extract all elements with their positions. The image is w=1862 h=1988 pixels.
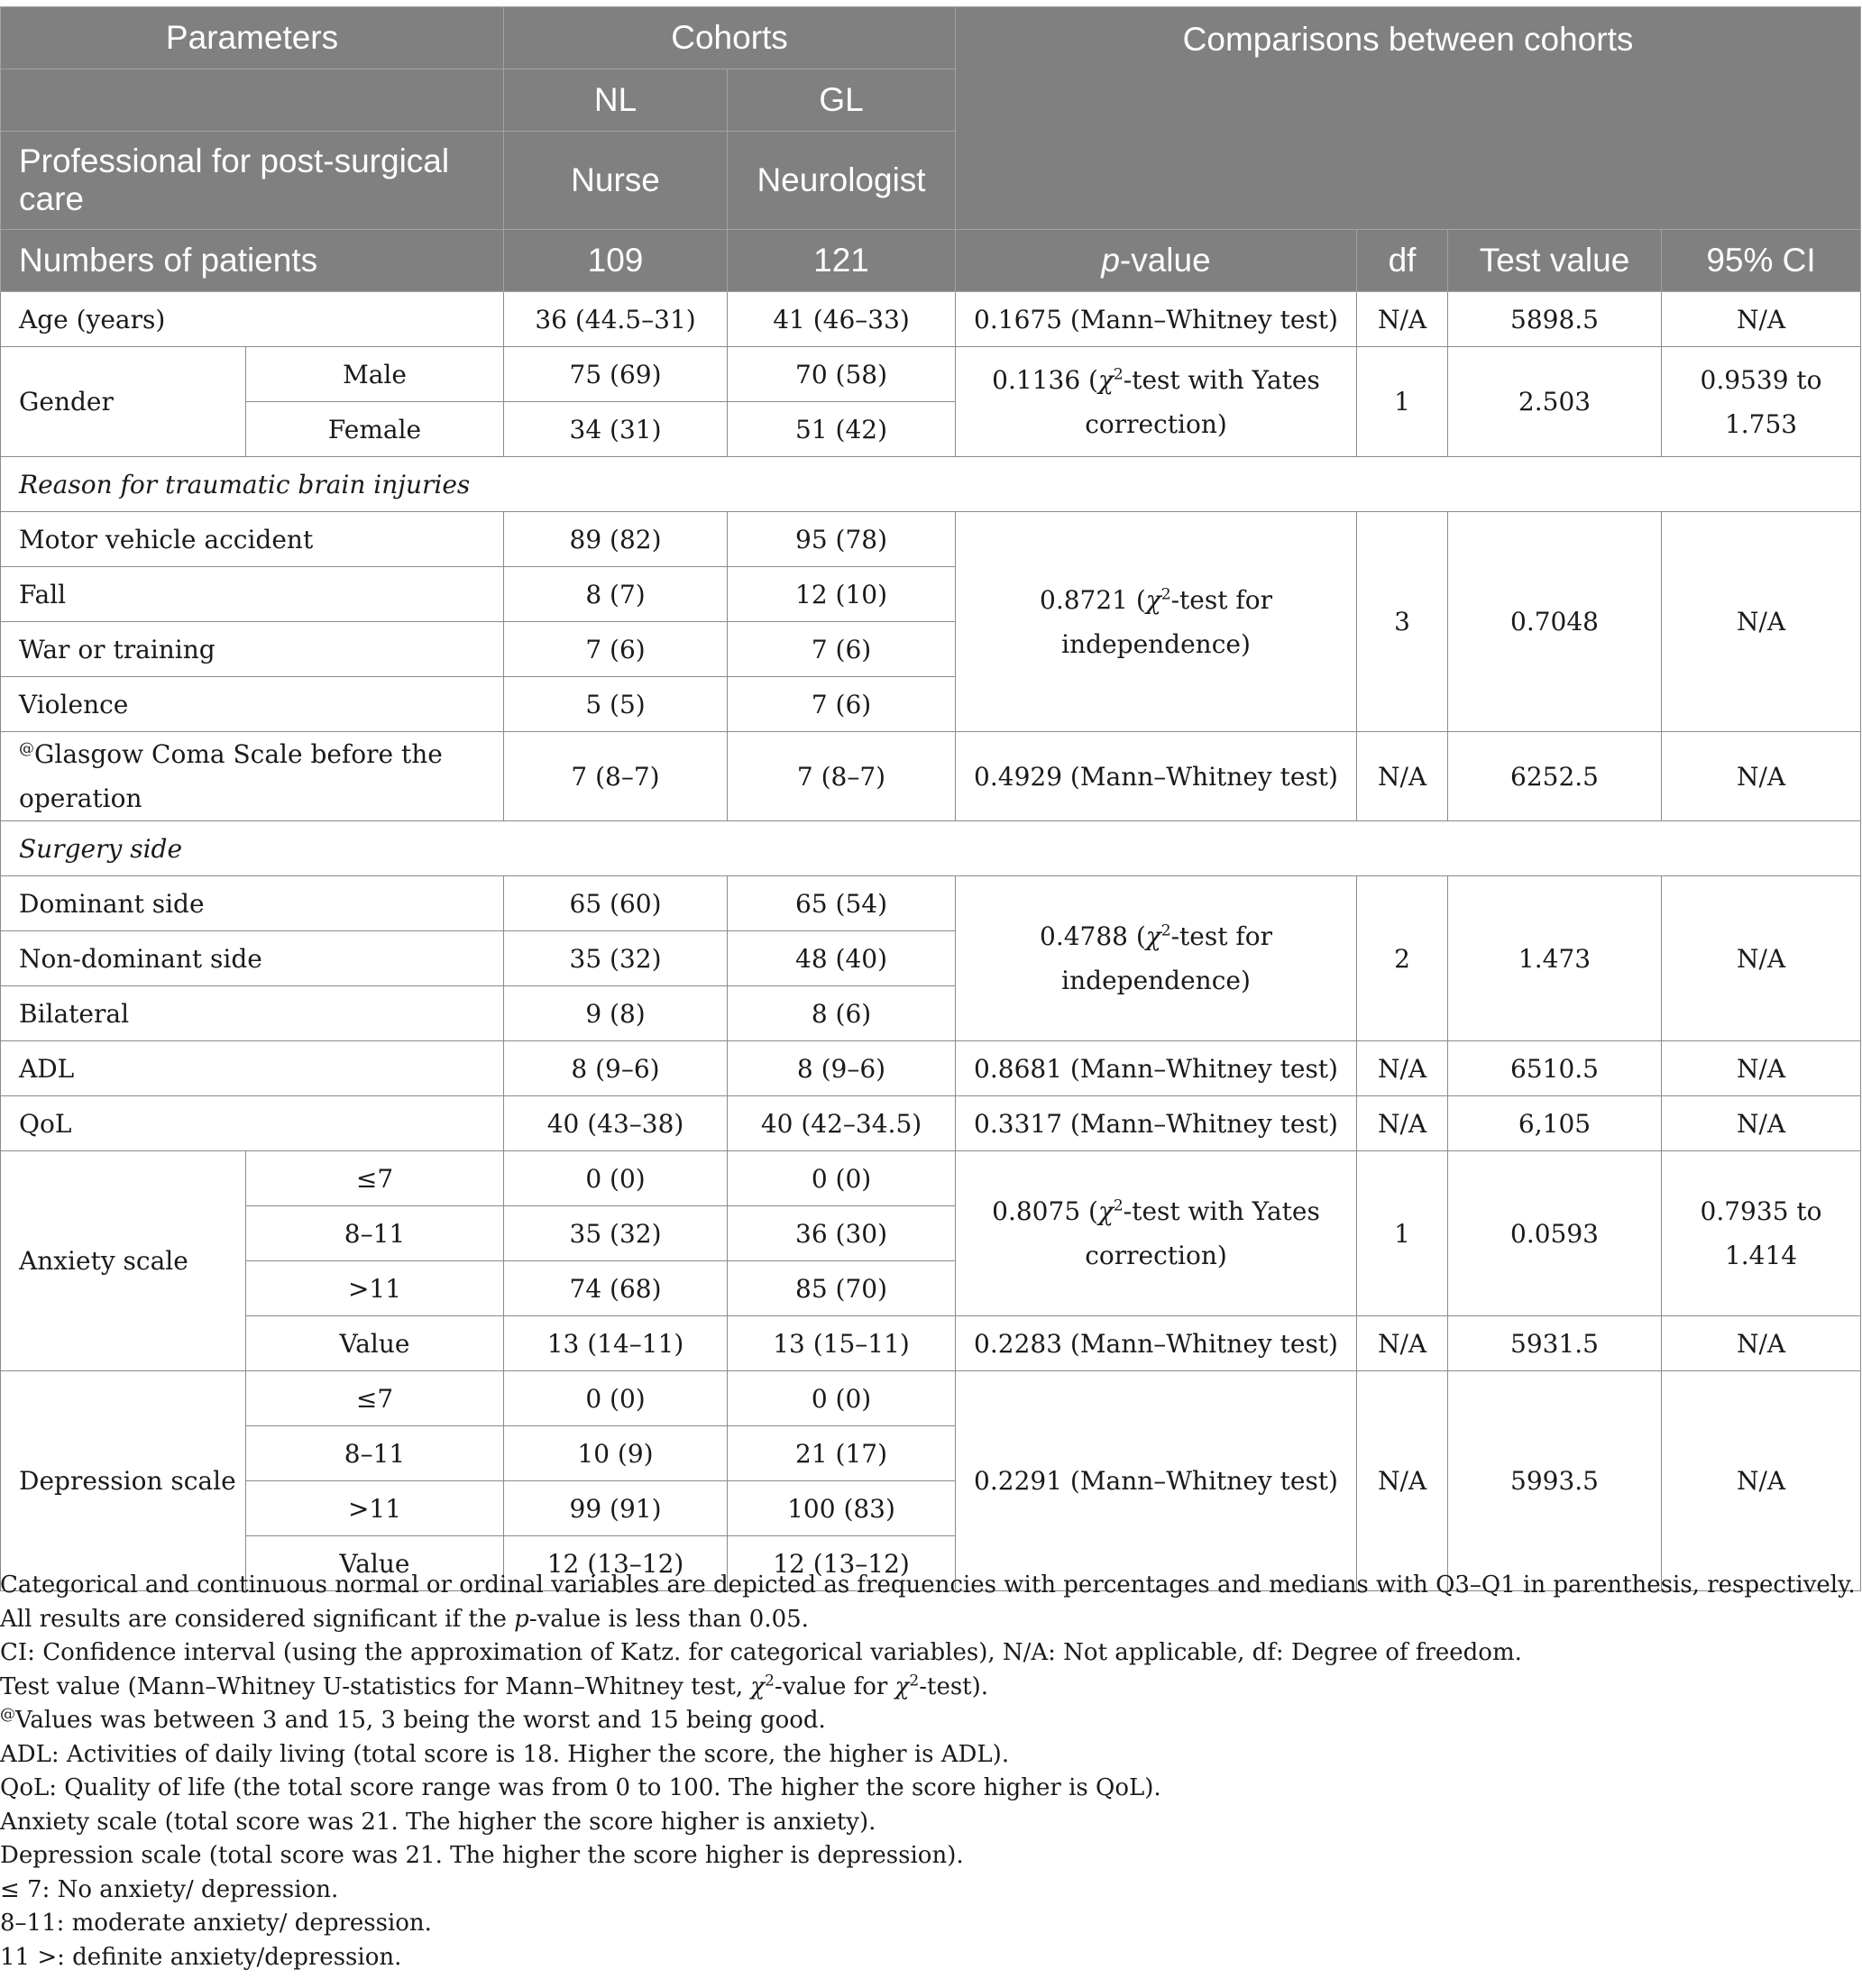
header-cohorts: Cohorts (504, 7, 956, 69)
cell-gl: 12 (10) (728, 567, 956, 622)
cell-gl: 7 (6) (728, 677, 956, 732)
cell-test: 2.503 (1448, 347, 1662, 457)
footnote: Depression scale (total score was 21. The higher the score higher is depression). (0, 1842, 964, 1869)
header-p-value: p-value (956, 230, 1357, 292)
header-row-4 (1, 230, 1861, 292)
table-footnotes (0, 1569, 1860, 1974)
section-row (1, 457, 1861, 512)
table-row (1, 1041, 1861, 1096)
footnote: CI: Confidence interval (using the approximation of Katz. for categorical variables), N/A: Not applicable, df: Degree of freedom. (0, 1639, 1522, 1666)
cell-gl: 13 (15–11) (728, 1316, 956, 1371)
cell-gl: 51 (42) (728, 402, 956, 457)
header-ci: 95% CI (1662, 230, 1861, 292)
header-neurologist: Neurologist (728, 132, 956, 230)
section-heading: Reason for traumatic brain injuries (1, 457, 1861, 512)
cell-gl: 8 (9–6) (728, 1041, 956, 1096)
footnote: ADL: Activities of daily living (total score is 18. Higher the score, the higher is ADL). (0, 1740, 1010, 1768)
cell-nl: 65 (60) (504, 876, 728, 931)
cell-gl: 8 (6) (728, 986, 956, 1041)
cell-ci: N/A (1662, 512, 1861, 732)
cell-p: 0.8075 ($\chi^2$-test with Yates correction) (956, 1151, 1357, 1316)
cell-p: 0.2291 (Mann–Whitney test) (956, 1371, 1357, 1591)
footnote: 11 >: definite anxiety/depression. (0, 1943, 402, 1971)
footnote: 8–11: moderate anxiety/ depression. (0, 1910, 432, 1937)
row-label: Age (years) (1, 292, 504, 347)
row-label: Violence (1, 677, 504, 732)
cell-nl: 13 (14–11) (504, 1316, 728, 1371)
cell-ci: N/A (1662, 292, 1861, 347)
cell-ci: N/A (1662, 1096, 1861, 1151)
cell-ci: N/A (1662, 1316, 1861, 1371)
cell-ci: N/A (1662, 1371, 1861, 1591)
cell-nl: 5 (5) (504, 677, 728, 732)
cell-df: 3 (1357, 512, 1448, 732)
header-gl-count: 121 (728, 230, 956, 292)
cell-ci: 0.7935 to 1.414 (1662, 1151, 1861, 1316)
sub-label: 8–11 (246, 1206, 504, 1261)
cell-gl: 7 (6) (728, 622, 956, 677)
footnote: Categorical and continuous normal or ordinal variables are depicted as frequencies with percentages and medians with Q3–Q1 in parenthesis, respectively. (0, 1571, 1856, 1599)
cell-test: 0.7048 (1448, 512, 1662, 732)
row-label: War or training (1, 622, 504, 677)
cell-gl: 65 (54) (728, 876, 956, 931)
cell-gl: 0 (0) (728, 1371, 956, 1426)
footnote: @Values was between 3 and 15, 3 being the worst and 15 being good. (0, 1705, 826, 1734)
cell-ci: 0.9539 to 1.753 (1662, 347, 1861, 457)
cell-df: N/A (1357, 732, 1448, 821)
cell-p: 0.8721 ($\chi^2$-test for independence) (956, 512, 1357, 732)
cell-p: 0.1675 (Mann–Whitney test) (956, 292, 1357, 347)
cell-nl: 12 (13–12) (504, 1536, 728, 1591)
header-professional: Professional for post-surgical care (1, 132, 504, 230)
cell-nl: 7 (8–7) (504, 732, 728, 821)
cell-nl: 0 (0) (504, 1371, 728, 1426)
cell-df: N/A (1357, 1041, 1448, 1096)
cell-gl: 95 (78) (728, 512, 956, 567)
table-row (1, 512, 1861, 567)
row-label: Non-dominant side (1, 931, 504, 986)
sub-label: ≤7 (246, 1371, 504, 1426)
cell-nl: 35 (32) (504, 1206, 728, 1261)
cell-gl: 36 (30) (728, 1206, 956, 1261)
cell-ci: N/A (1662, 732, 1861, 821)
row-label: Motor vehicle accident (1, 512, 504, 567)
table-row (1, 732, 1861, 821)
row-label: Fall (1, 567, 504, 622)
row-label: Dominant side (1, 876, 504, 931)
cell-test: 6,105 (1448, 1096, 1662, 1151)
cell-nl: 35 (32) (504, 931, 728, 986)
footnote: ≤ 7: No anxiety/ depression. (0, 1875, 339, 1903)
cell-gl: 12 (13–12) (728, 1536, 956, 1591)
cell-test: 0.0593 (1448, 1151, 1662, 1316)
cell-test: 6252.5 (1448, 732, 1662, 821)
cell-nl: 99 (91) (504, 1481, 728, 1536)
cell-ci: N/A (1662, 876, 1861, 1041)
cell-p: 0.3317 (Mann–Whitney test) (956, 1096, 1357, 1151)
cell-p: 0.4788 ($\chi^2$-test for independence) (956, 876, 1357, 1041)
cell-nl: 74 (68) (504, 1261, 728, 1316)
footnote: QoL: Quality of life (the total score range was from 0 to 100. The higher the score higher is QoL). (0, 1774, 1161, 1801)
cell-p: 0.2283 (Mann–Whitney test) (956, 1316, 1357, 1371)
cell-nl: 75 (69) (504, 347, 728, 402)
cell-gl: 100 (83) (728, 1481, 956, 1536)
cell-test: 6510.5 (1448, 1041, 1662, 1096)
table-row (1, 876, 1861, 931)
header-numbers: Numbers of patients (1, 230, 504, 292)
sub-label: Female (246, 402, 504, 457)
row-label: Depression scale (1, 1371, 246, 1591)
row-label: Anxiety scale (1, 1151, 246, 1371)
cell-test: 5931.5 (1448, 1316, 1662, 1371)
cell-p: 0.1136 ($\chi^2$-test with Yates correction) (956, 347, 1357, 457)
sub-label: >11 (246, 1481, 504, 1536)
row-label: QoL (1, 1096, 504, 1151)
cell-df: N/A (1357, 1371, 1448, 1591)
cell-test: 5993.5 (1448, 1371, 1662, 1591)
footnote: All results are considered significant if the p-value is less than 0.05. (0, 1605, 809, 1633)
header-comparisons: Comparisons between cohorts (956, 7, 1861, 230)
header-nurse: Nurse (504, 132, 728, 230)
cell-nl: 8 (7) (504, 567, 728, 622)
cell-nl: 36 (44.5–31) (504, 292, 728, 347)
header-parameters: Parameters (1, 7, 504, 69)
table-row (1, 1096, 1861, 1151)
cell-nl: 10 (9) (504, 1426, 728, 1481)
table-row (1, 1371, 1861, 1426)
cell-nl: 8 (9–6) (504, 1041, 728, 1096)
cell-df: N/A (1357, 1096, 1448, 1151)
cell-test: 1.473 (1448, 876, 1662, 1041)
table-row (1, 1316, 1861, 1371)
cell-gl: 21 (17) (728, 1426, 956, 1481)
sub-label: Male (246, 347, 504, 402)
table-row (1, 347, 1861, 402)
header-df: df (1357, 230, 1448, 292)
footnote: Anxiety scale (total score was 21. The higher the score higher is anxiety). (0, 1808, 876, 1836)
sub-label: 8–11 (246, 1426, 504, 1481)
table-row (1, 292, 1861, 347)
cell-test: 5898.5 (1448, 292, 1662, 347)
section-row (1, 821, 1861, 876)
sub-label: Value (246, 1316, 504, 1371)
cell-nl: 34 (31) (504, 402, 728, 457)
cell-gl: 70 (58) (728, 347, 956, 402)
cell-df: 1 (1357, 347, 1448, 457)
cell-nl: 0 (0) (504, 1151, 728, 1206)
table-row (1, 1151, 1861, 1206)
cell-ci: N/A (1662, 1041, 1861, 1096)
header-blank (1, 69, 504, 132)
results-table (0, 6, 1861, 1591)
cell-nl: 89 (82) (504, 512, 728, 567)
cell-gl: 7 (8–7) (728, 732, 956, 821)
cell-gl: 0 (0) (728, 1151, 956, 1206)
cell-p: 0.4929 (Mann–Whitney test) (956, 732, 1357, 821)
sub-label: >11 (246, 1261, 504, 1316)
cell-df: N/A (1357, 292, 1448, 347)
cell-p: 0.8681 (Mann–Whitney test) (956, 1041, 1357, 1096)
header-row-1 (1, 7, 1861, 69)
sub-label: ≤7 (246, 1151, 504, 1206)
cell-nl: 7 (6) (504, 622, 728, 677)
cell-gl: 41 (46–33) (728, 292, 956, 347)
sub-label: Value (246, 1536, 504, 1591)
row-label: @Glasgow Coma Scale before the operation (1, 732, 504, 821)
footnote: Test value (Mann–Whitney U-statistics for Mann–Whitney test, $\chi^2$-value for $\chi^2-test$). (0, 1671, 989, 1700)
cell-df: N/A (1357, 1316, 1448, 1371)
cell-gl: 85 (70) (728, 1261, 956, 1316)
header-nl-count: 109 (504, 230, 728, 292)
cell-nl: 9 (8) (504, 986, 728, 1041)
row-label: Gender (1, 347, 246, 457)
cell-gl: 40 (42–34.5) (728, 1096, 956, 1151)
cell-gl: 48 (40) (728, 931, 956, 986)
header-nl: NL (504, 69, 728, 132)
cell-df: 2 (1357, 876, 1448, 1041)
cell-df: 1 (1357, 1151, 1448, 1316)
row-label: Bilateral (1, 986, 504, 1041)
section-heading: Surgery side (1, 821, 1861, 876)
header-test-value: Test value (1448, 230, 1662, 292)
row-label: ADL (1, 1041, 504, 1096)
header-gl: GL (728, 69, 956, 132)
cell-nl: 40 (43–38) (504, 1096, 728, 1151)
